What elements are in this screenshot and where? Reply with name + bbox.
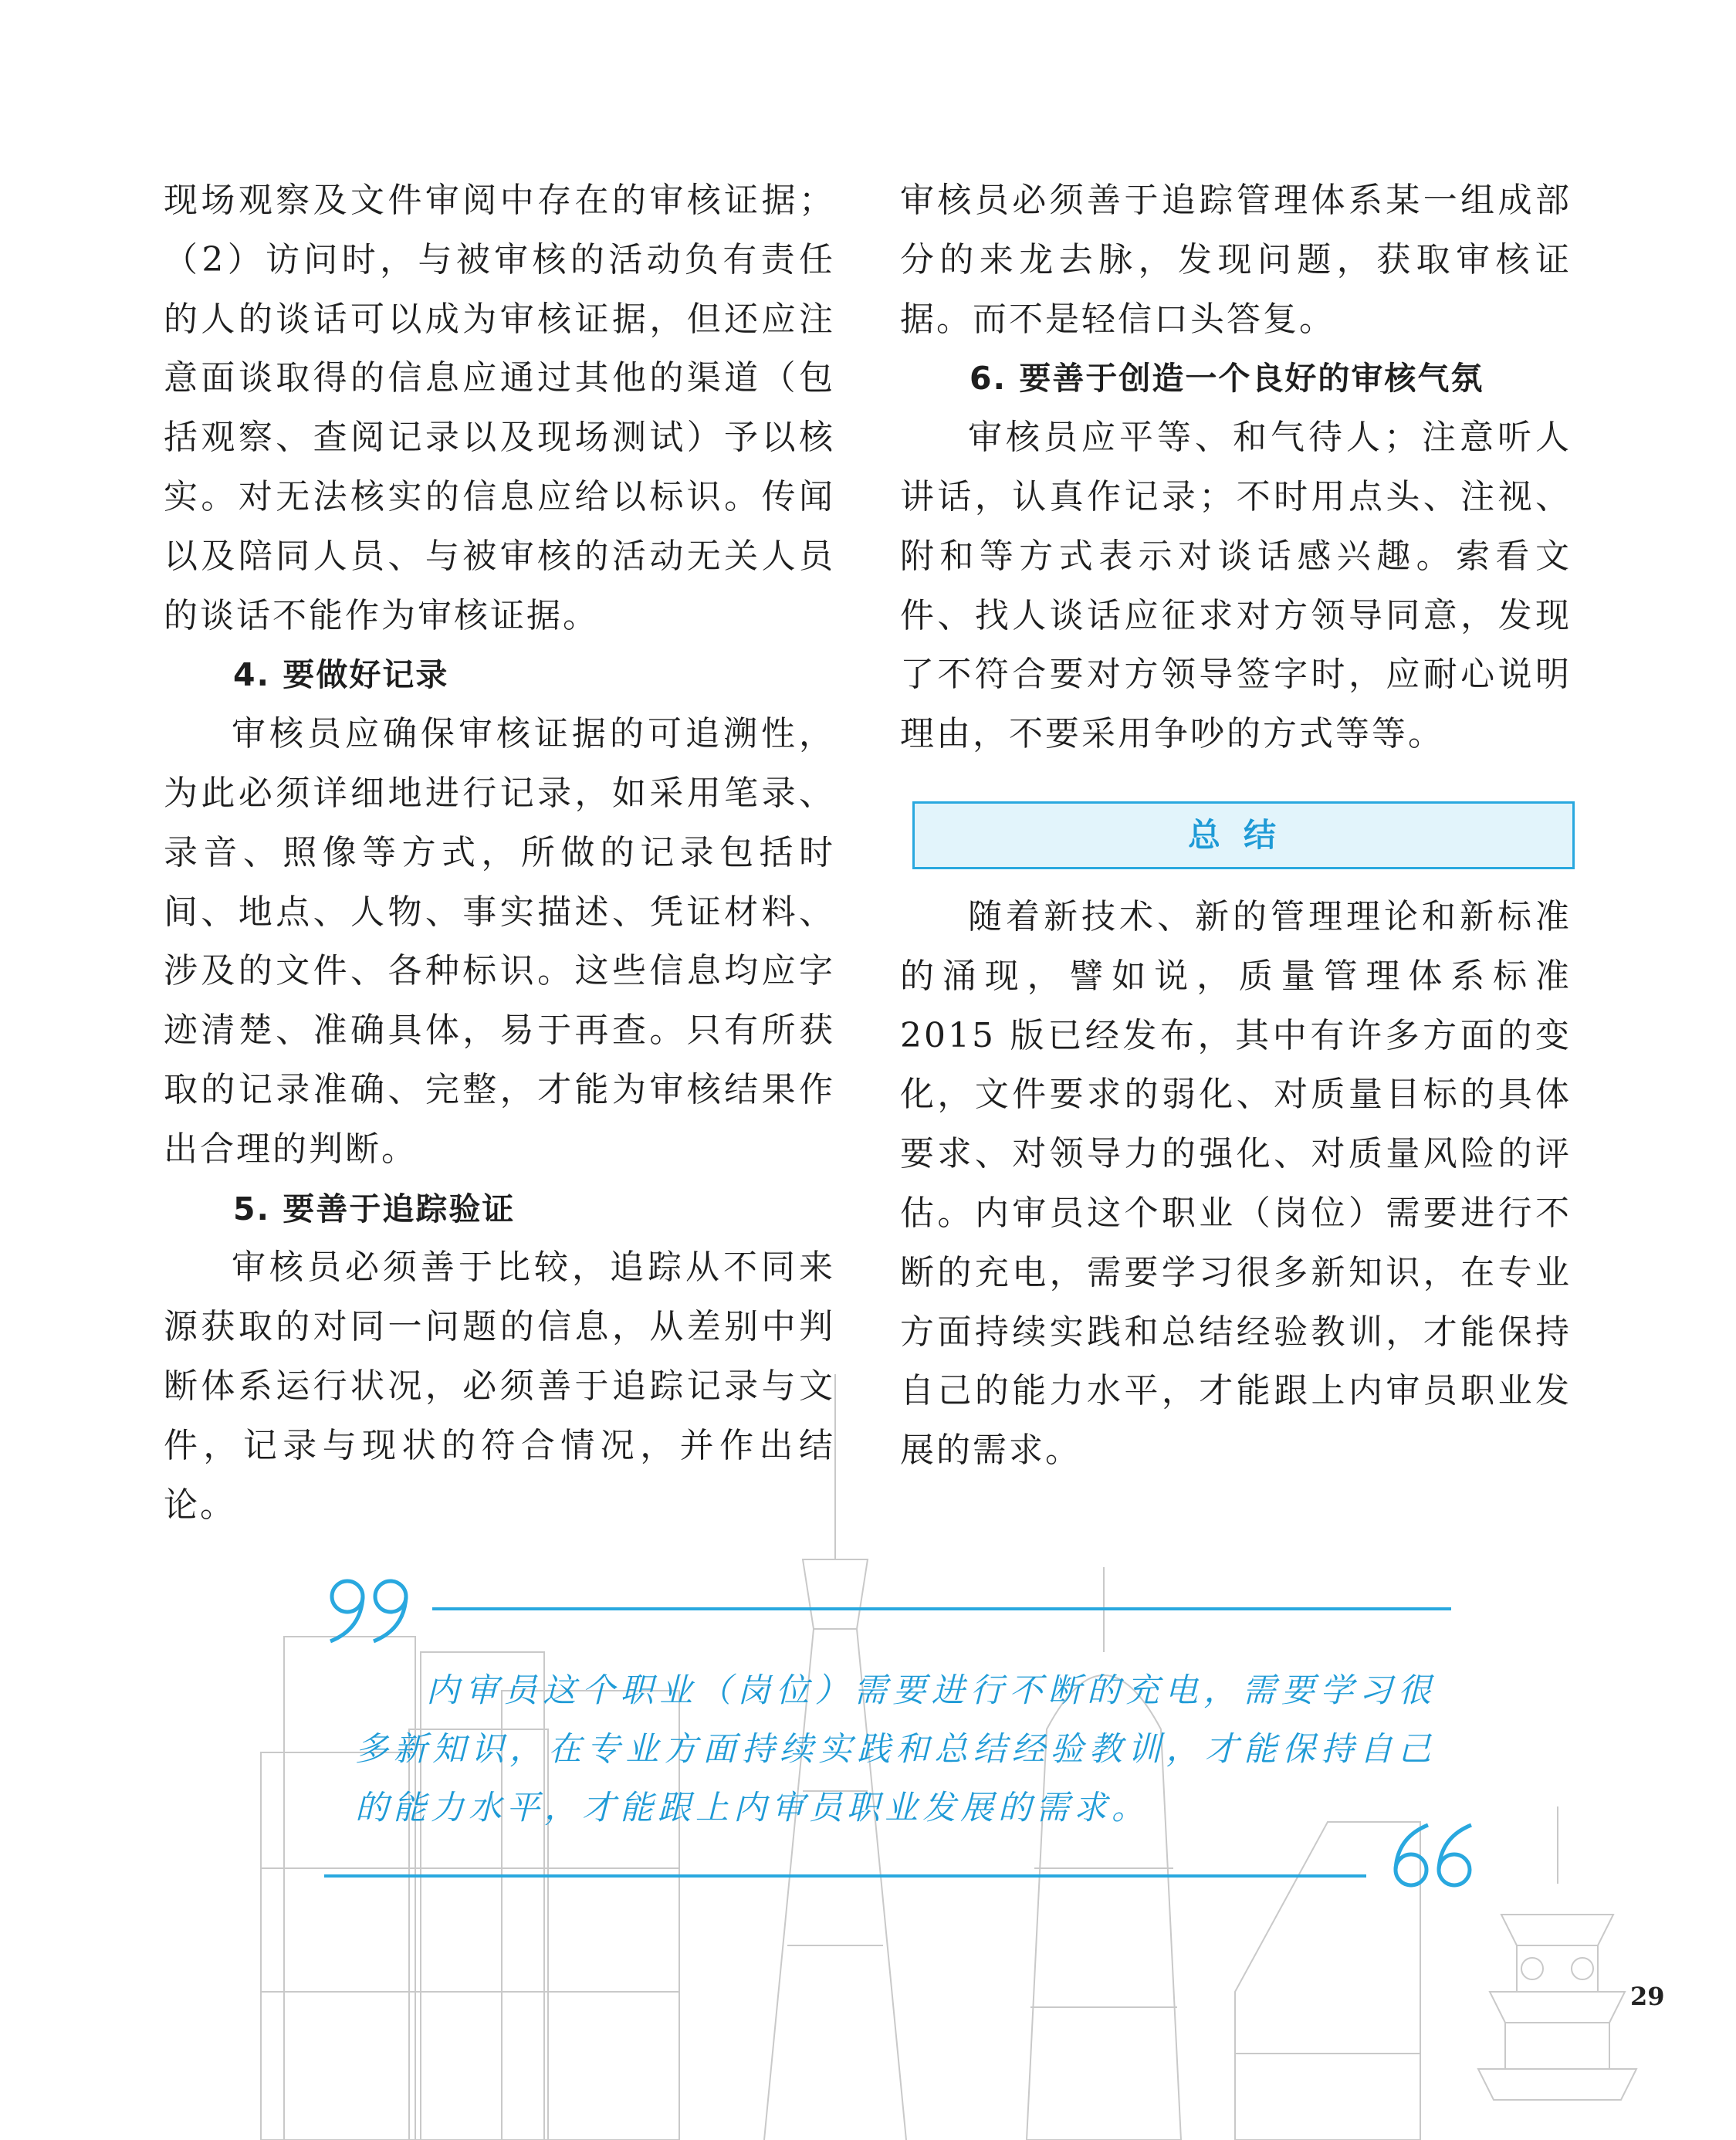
left-column bbox=[164, 171, 835, 1535]
summary-heading-box: 总结 bbox=[912, 801, 1575, 869]
quote-top-rule bbox=[432, 1607, 1451, 1610]
paragraph: 审核员应确保审核证据的可追溯性，为此必须详细地进行记录，如采用笔录、录音、照像等方式，所做的记录包括时间、地点、人物、事实描述、凭证材料、涉及的文件、各种标识。这些信息均应字迹清楚、准确具体，易于再查。只有所获取的记录准确、完整，才能为审核结果作出合理的判断。 bbox=[164, 714, 835, 1169]
pull-quote-text: 内审员这个职业（岗位）需要进行不断的充电，需要学习很多新知识，在专业方面持续实践和总结经验教训，才能保持自己的能力水平，才能跟上内审员职业发展的需求。 bbox=[355, 1671, 1436, 1827]
section-heading: 6. 要善于创造一个良好的审核气氛 bbox=[970, 360, 1484, 398]
paragraph: 现场观察及文件审阅中存在的审核证据；（2）访问时，与被审核的活动负有责任的人的谈话可以成为审核证据，但还应注意面谈取得的信息应通过其他的渠道（包括观察、查阅记录以及现场测试）予以核实。对无法核实的信息应给以标识。传闻以及陪同人员、与被审核的活动无关人员的谈话不能作为审核证据。 bbox=[164, 181, 835, 635]
summary-paragraph: 随着新技术、新的管理理论和新标准的涌现，譬如说，质量管理体系标准 2015 版已经发布，其中有许多方面的变化，文件要求的弱化、对质量目标的具体要求、对领导力的强化、对质量风险的评估。内审员这个职业（岗位）需要进行不断的充电，需要学习很多新知识，在专业方面持续实践和总结经验教训，才能保持自己的能力水平，才能跟上内审员职业发展的需求。 bbox=[900, 896, 1572, 1471]
page-number: 29 bbox=[1630, 1982, 1665, 2011]
right-column bbox=[900, 171, 1572, 1481]
section-heading: 5. 要善于追踪验证 bbox=[233, 1190, 516, 1227]
quote-bottom-rule bbox=[324, 1874, 1366, 1878]
open-quote-icon bbox=[323, 1575, 415, 1644]
close-quote-icon bbox=[1386, 1822, 1479, 1891]
paragraph: 审核员必须善于比较，追踪从不同来源获取的对同一问题的信息，从差别中判断体系运行状况，必须善于追踪记录与文件，记录与现状的符合情况，并作出结论。 bbox=[164, 1248, 835, 1525]
paragraph: 审核员应平等、和气待人；注意听人讲话，认真作记录；不时用点头、注视、附和等方式表示对谈话感兴趣。索看文件、找人谈话应征求对方领导同意，发现了不符合要对方领导签字时，应耐心说明理由，不要采用争吵的方式等等。 bbox=[900, 418, 1572, 754]
section-heading: 4. 要做好记录 bbox=[233, 656, 449, 694]
pull-quote bbox=[355, 1661, 1436, 1837]
paragraph: 审核员必须善于追踪管理体系某一组成部分的来龙去脉，发现问题，获取审核证据。而不是轻信口头答复。 bbox=[900, 181, 1572, 339]
